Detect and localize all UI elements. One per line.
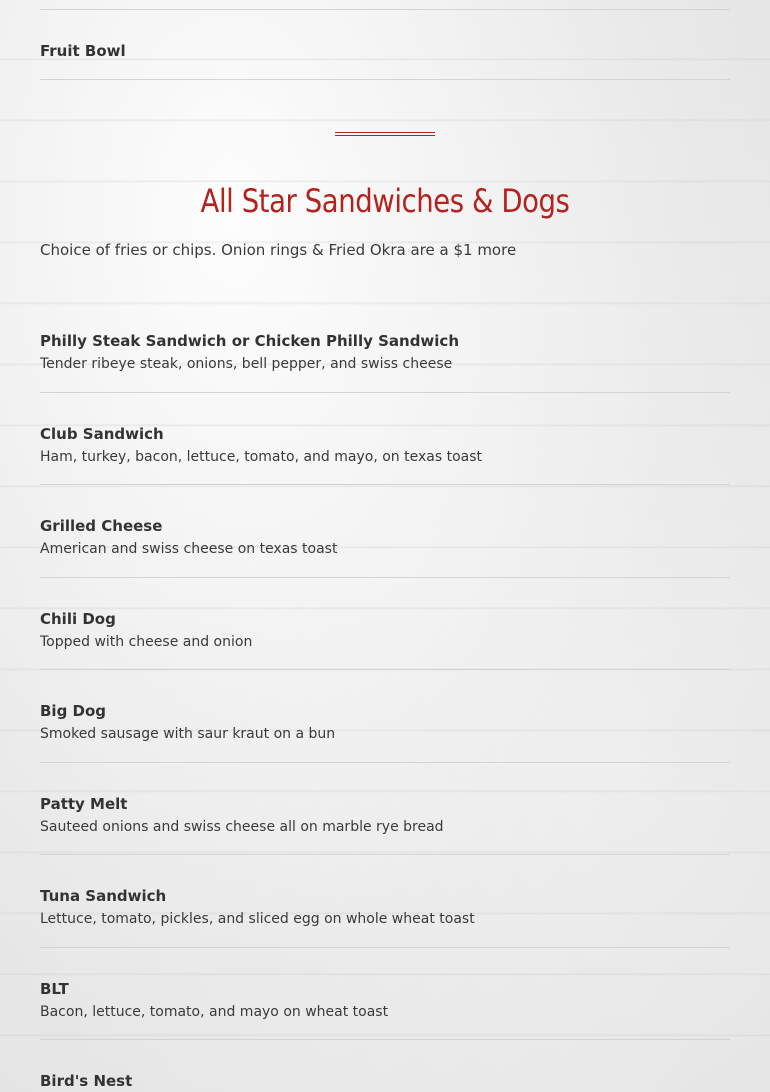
menu-item-description: American and swiss cheese on texas toast bbox=[40, 541, 338, 557]
menu-item-name: Big Dog bbox=[40, 702, 107, 720]
menu-item-description: Lettuce, tomato, pickles, and sliced egg on whole wheat toast bbox=[40, 911, 475, 927]
item-divider bbox=[40, 762, 730, 763]
item-divider bbox=[40, 9, 730, 10]
item-divider bbox=[40, 854, 730, 855]
menu-item-description: Tender ribeye steak, onions, bell pepper, and swiss cheese bbox=[40, 356, 453, 372]
menu-item-name: Club Sandwich bbox=[40, 425, 164, 443]
section-accent-divider bbox=[335, 132, 435, 136]
menu-item-description: Topped with cheese and onion bbox=[40, 634, 253, 650]
menu-item-name: Bird's Nest bbox=[40, 1072, 133, 1090]
item-divider bbox=[40, 484, 730, 485]
menu-item-description: Ham, turkey, bacon, lettuce, tomato, and mayo, on texas toast bbox=[40, 449, 482, 465]
item-divider bbox=[40, 1039, 730, 1040]
section-title: All Star Sandwiches & Dogs bbox=[200, 182, 570, 220]
menu-item-name: Philly Steak Sandwich or Chicken Philly Sandwich bbox=[40, 332, 459, 350]
menu-item-name: Tuna Sandwich bbox=[40, 887, 167, 905]
section-note: Choice of fries or chips. Onion rings & Fried Okra are a $1 more bbox=[40, 241, 517, 259]
menu-item-name: Chili Dog bbox=[40, 610, 116, 628]
menu-item-description: Sauteed onions and swiss cheese all on marble rye bread bbox=[40, 819, 444, 835]
menu-item-name: Fruit Bowl bbox=[40, 42, 126, 60]
menu-item-name: Grilled Cheese bbox=[40, 517, 163, 535]
item-divider bbox=[40, 79, 730, 80]
item-divider bbox=[40, 392, 730, 393]
menu-item-description: Bacon, lettuce, tomato, and mayo on wheat toast bbox=[40, 1004, 389, 1020]
menu-item-name: Patty Melt bbox=[40, 795, 128, 813]
menu-item-name: BLT bbox=[40, 980, 69, 998]
item-divider bbox=[40, 947, 730, 948]
item-divider bbox=[40, 669, 730, 670]
item-divider bbox=[40, 577, 730, 578]
menu-item-description: Smoked sausage with saur kraut on a bun bbox=[40, 726, 336, 742]
